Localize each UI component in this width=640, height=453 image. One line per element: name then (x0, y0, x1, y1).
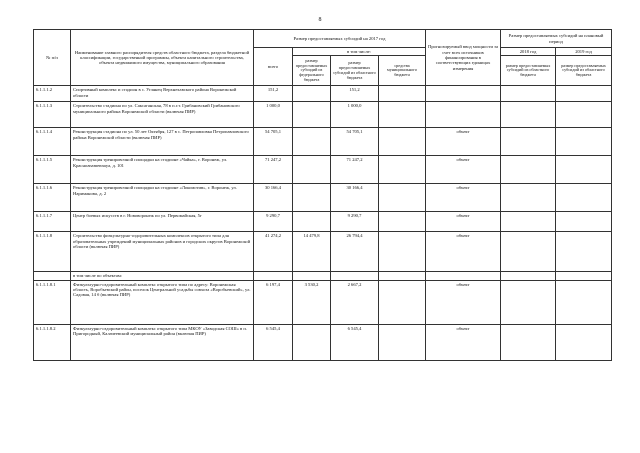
header-2019: 2019 год (556, 48, 612, 56)
row-total: 151,2 (254, 86, 293, 102)
row-municipal (379, 212, 426, 232)
row-2018 (501, 156, 556, 184)
row-name: Физкультурно-оздоровительный комплекс открытого типа по адресу: Воронежская область, Воробьевский район, поселок Центральной усадьбы совхоза «Воробьевский», ул. Садовая, 14 б (включая ПИР) (71, 280, 254, 324)
header-including: в том числе: (293, 48, 426, 56)
row-capacity: объект (426, 324, 501, 360)
row-2019 (556, 102, 612, 128)
row-regional: 71 247,2 (331, 156, 379, 184)
row-capacity (426, 102, 501, 128)
row-regional: 26 794,4 (331, 232, 379, 272)
row-municipal (379, 86, 426, 102)
row-2019 (556, 272, 612, 280)
page-number: 8 (318, 17, 322, 23)
row-name: Физкультурно-оздоровительный комплекс открытого типа МКОУ «Заводская СОШ» в п. Пригородный, Калачеевский муниципальный район (включая ПИР) (71, 324, 254, 360)
row-name: Реконструкция тренировочной площадки на стадионе «Чайка», г. Воронеж, ул. Красноznamennaya, д. 101 (71, 156, 254, 184)
header-capacity: Прогнозируемый ввод мощности за счет всех источников финансирования в соответствующих единицах измерения (426, 30, 501, 86)
table-row (34, 102, 612, 128)
row-capacity: объект (426, 156, 501, 184)
header-regional-2019: размер предоставляемых субсидий из областного бюджета (556, 56, 612, 86)
row-regional: 1 000,0 (331, 102, 379, 128)
header-future: Размер предоставляемых субсидий на плановый период (501, 30, 612, 48)
row-2018 (501, 232, 556, 272)
row-2018 (501, 272, 556, 280)
row-municipal (379, 280, 426, 324)
row-2019 (556, 86, 612, 102)
row-municipal (379, 156, 426, 184)
row-total: 6 545,4 (254, 324, 293, 360)
row-total: 71 247,2 (254, 156, 293, 184)
row-2018 (501, 324, 556, 360)
row-capacity: объект (426, 212, 501, 232)
row-2019 (556, 232, 612, 272)
header-subsidy-2017: Размер предоставляемых субсидий на 2017 год (254, 30, 426, 48)
subsidy-table (33, 29, 612, 361)
row-name: Реконструкция стадиона по ул. 50 лет Октября, 127 в с. Петропавловка Петропавловского района Воронежской области (включая ПИР) (71, 128, 254, 156)
header-federal: размер предоставляемых субсидий из федерального бюджета (293, 56, 331, 86)
row-2018 (501, 102, 556, 128)
row-total (254, 272, 293, 280)
row-total: 41 274,2 (254, 232, 293, 272)
row-federal (293, 102, 331, 128)
table-row (34, 280, 612, 324)
row-federal (293, 156, 331, 184)
row-capacity (426, 272, 501, 280)
header-2018: 2018 год (501, 48, 556, 56)
header-total: всего (254, 48, 293, 86)
header-name: Наименование главного распорядителя средств областного бюджета, раздела бюджетной классификации, государственной программы, объекта капитального строительства, объекта недвижимого имущества, муниципального образования (71, 30, 254, 86)
row-name: Спортивный комплекс и стадион в с. Углянец Верхнехавского района Воронежской области (71, 86, 254, 102)
row-2019 (556, 184, 612, 212)
row-2019 (556, 212, 612, 232)
row-code: 6.1.1.1.6 (34, 184, 71, 212)
row-code: 6.1.1.1.3 (34, 102, 71, 128)
row-total: 54 705,1 (254, 128, 293, 156)
row-federal (293, 128, 331, 156)
row-name: в том числе по объектам: (71, 272, 254, 280)
table-row (34, 156, 612, 184)
row-2018 (501, 212, 556, 232)
table-row (34, 232, 612, 272)
row-municipal (379, 324, 426, 360)
row-total: 30 166,4 (254, 184, 293, 212)
row-code: 6.1.1.1.8.2 (34, 324, 71, 360)
row-2018 (501, 128, 556, 156)
row-capacity (426, 86, 501, 102)
table-row (34, 212, 612, 232)
row-code: 6.1.1.1.5 (34, 156, 71, 184)
row-name: Строительство физкультурно-оздоровительных комплексов открытого типа для образовательных учреждений муниципальных районов и городских округов Воронежской области (включая ПИР) (71, 232, 254, 272)
row-code: 6.1.1.1.2 (34, 86, 71, 102)
row-regional: 30 166,4 (331, 184, 379, 212)
table-row (34, 324, 612, 360)
row-total: 6 197,4 (254, 280, 293, 324)
row-2018 (501, 184, 556, 212)
row-regional: 6 545,4 (331, 324, 379, 360)
row-capacity: объект (426, 280, 501, 324)
row-federal: 3 530,2 (293, 280, 331, 324)
row-regional: 151,2 (331, 86, 379, 102)
row-capacity: объект (426, 128, 501, 156)
row-total: 1 000,0 (254, 102, 293, 128)
table-row (34, 272, 612, 280)
row-2019 (556, 128, 612, 156)
row-regional: 54 705,1 (331, 128, 379, 156)
row-municipal (379, 232, 426, 272)
row-federal (293, 212, 331, 232)
row-municipal (379, 102, 426, 128)
table-row (34, 184, 612, 212)
row-municipal (379, 272, 426, 280)
row-2019 (556, 280, 612, 324)
header-regional-2018: размер предоставляемых субсидий из областного бюджета (501, 56, 556, 86)
row-name: Строительство стадиона по ул. Саксаганская, 78 в п.г.т. Грибановский Грибановского муниципального района Воронежской области (включая ПИР) (71, 102, 254, 128)
row-2019 (556, 324, 612, 360)
row-federal (293, 324, 331, 360)
row-name: Центр боевых искусств в г. Нововоронеж по ул. Первомайская, 5г (71, 212, 254, 232)
row-code: 6.1.1.1.8 (34, 232, 71, 272)
table-row (34, 86, 612, 102)
table-row (34, 128, 612, 156)
header-num: № п/п (34, 30, 71, 86)
row-2018 (501, 280, 556, 324)
header-regional: размер предоставляемых субсидий из областного бюджета (331, 56, 379, 86)
row-name: Реконструкция тренировочной площадки на стадионе «Локомотив», г. Воронеж, ул. Нариманова, д. 2 (71, 184, 254, 212)
row-federal (293, 184, 331, 212)
row-municipal (379, 128, 426, 156)
row-total: 9 290,7 (254, 212, 293, 232)
row-regional (331, 272, 379, 280)
row-capacity: объект (426, 232, 501, 272)
row-code: 6.1.1.1.7 (34, 212, 71, 232)
row-federal (293, 272, 331, 280)
row-regional: 9 290,7 (331, 212, 379, 232)
row-code: 6.1.1.1.8.1 (34, 280, 71, 324)
row-2019 (556, 156, 612, 184)
header-municipal: средства муниципального бюджета (379, 56, 426, 86)
row-federal (293, 86, 331, 102)
row-regional: 2 667,2 (331, 280, 379, 324)
row-code (34, 272, 71, 280)
row-municipal (379, 184, 426, 212)
row-federal: 14 479,8 (293, 232, 331, 272)
row-2018 (501, 86, 556, 102)
row-code: 6.1.1.1.4 (34, 128, 71, 156)
row-capacity: объект (426, 184, 501, 212)
